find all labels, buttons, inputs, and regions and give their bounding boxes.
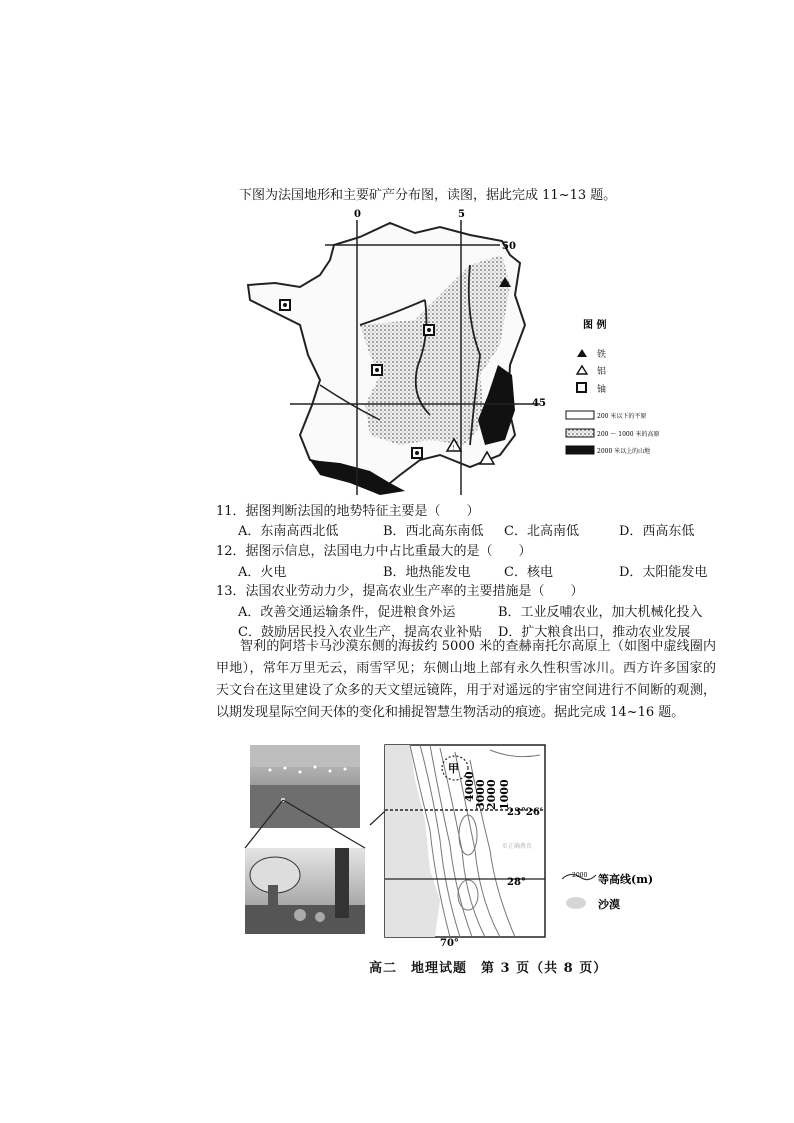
legend-plateau: 200 ～ 1000 米的高原 (597, 431, 660, 438)
question-12 (216, 540, 532, 559)
watermark: ©正确教育 (502, 843, 533, 850)
page-footer: 高二 地理试题 第 3 页（共 8 页） (369, 961, 608, 976)
lon-label-0: 0 (354, 209, 361, 220)
question-stem: 据图判断法国的地势特征主要是（ ） (245, 504, 480, 519)
france-map (240, 205, 720, 495)
atacama-figure (240, 740, 570, 950)
intro-text: 下图为法国地形和主要矿产分布图，读图，据此完成 11~13 题。 (239, 188, 617, 203)
question-11 (216, 500, 480, 519)
legend-title: 图 例 (583, 320, 607, 331)
iron-legend-icon (577, 349, 587, 357)
point-jia-label: 甲 (448, 762, 459, 775)
option[interactable]: D．太阳能发电 (619, 565, 708, 580)
desert-swatch (566, 897, 586, 909)
legend-contour-label: 等高线(m) (598, 873, 654, 886)
contour-legend (560, 865, 680, 915)
lon-label-5: 5 (458, 209, 465, 220)
question-number: 13． (216, 584, 246, 599)
lon-label-70: 70° (440, 938, 459, 949)
contour-label-4000: 4000 (463, 771, 476, 802)
plain-swatch (566, 411, 594, 419)
option[interactable]: C．核电 (504, 565, 553, 580)
question-stem: 法国农业劳动力少，提高农业生产率的主要措施是（ ） (245, 584, 584, 599)
passage (216, 636, 716, 724)
contour-label-3000: 3000 (474, 779, 487, 810)
question-number: 12． (216, 544, 246, 559)
uranium-icon (280, 300, 290, 310)
passage-text: 智利的阿塔卡马沙漠东侧的海拔约 5000 米的查赫南托尔高原上（如图中虚线圈内甲地），常年万里无云，雨雪罕见；东侧山地上部有永久性积雪冰川。西方许多国家的天文台在这里建设了众多的天文望远镜阵，用于对遥远的宇宙空间进行不间断的观测，以期发现星际空间天体的变化和捕捉智慧生物活动的痕迹。据此完成 14~16 题。 (216, 639, 716, 720)
contour-label-1000: 1000 (498, 779, 511, 810)
contour-sample-value: 2000 (572, 872, 588, 879)
legend-uranium: 铀 (597, 385, 607, 395)
plateau-swatch (566, 429, 594, 437)
aluminum-legend-icon (577, 366, 587, 374)
legend-plain: 200 米以下的平原 (597, 413, 647, 420)
uranium-legend-icon (577, 383, 586, 392)
option[interactable]: D．西高东低 (619, 524, 695, 539)
question-number: 11． (216, 504, 246, 519)
option[interactable]: A．改善交通运输条件，促进粮食外运 (238, 605, 456, 620)
question-13 (216, 580, 584, 599)
legend-desert-label: 沙漠 (598, 898, 620, 911)
option[interactable]: C．鼓励居民投入农业生产，提高农业补贴 (238, 625, 482, 640)
lat-label-28: 28° (507, 877, 526, 888)
option[interactable]: B．西北高东南低 (383, 524, 484, 539)
question-stem: 据图示信息，法国电力中占比重最大的是（ ） (245, 544, 532, 559)
lat-label-tropic: 23°26′ (507, 807, 543, 818)
option[interactable]: A．东南高西北低 (238, 524, 339, 539)
uranium-icon (372, 365, 382, 375)
option[interactable]: A．火电 (238, 565, 287, 580)
legend-iron: 铁 (597, 350, 607, 360)
lat-label-45: 45 (532, 398, 546, 409)
uranium-icon (424, 325, 434, 335)
antenna-closeup-photo (245, 848, 365, 934)
option[interactable]: B．地热能发电 (383, 565, 471, 580)
svg-text:!: ! (452, 445, 455, 452)
option[interactable]: B．工业反哺农业，加大机械化投入 (498, 605, 703, 620)
legend-mountain: 2000 米以上的山地 (597, 448, 651, 455)
option[interactable]: D．扩大粮食出口，推动农业发展 (498, 625, 691, 640)
contour-label-2000: 2000 (485, 779, 498, 810)
telescope-array-photo (250, 745, 360, 828)
mountain-swatch (566, 446, 594, 454)
uranium-icon (412, 448, 422, 458)
option[interactable]: C．北高南低 (504, 524, 579, 539)
legend-aluminum: 铝 (597, 367, 607, 377)
lat-label-50: 50 (502, 241, 516, 252)
